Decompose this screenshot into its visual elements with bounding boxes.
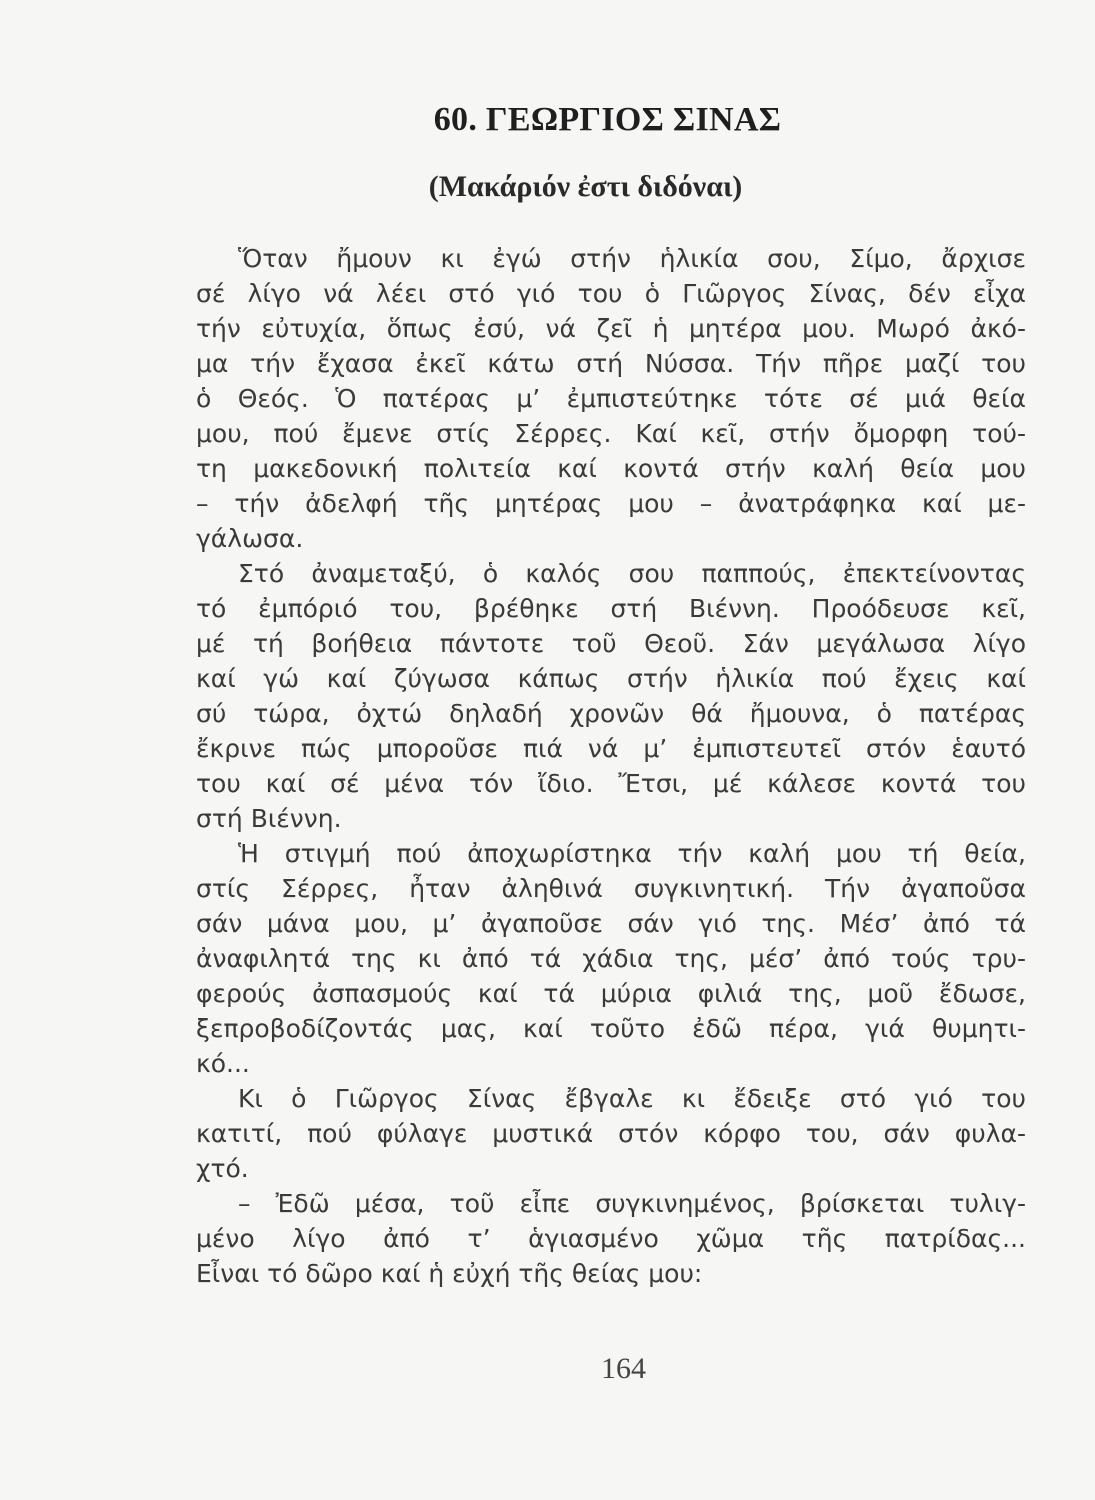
text-line: – τήν ἀδελφή τῆς μητέρας μου – ἀνατράφηκα καί με-: [196, 489, 1026, 518]
text-line: τη μακεδονική πολιτεία καί κοντά στήν καλή θεία μου: [196, 454, 1026, 483]
text-line: σέ λίγο νά λέει στό γιό του ὁ Γιῶργος Σίνας, δέν εἶχα: [196, 279, 1026, 308]
text-line: σάν μάνα μου, μ’ ἀγαποῦσε σάν γιό της. Μέσ’ ἀπό τά: [196, 909, 1026, 938]
text-line: του καί σέ μένα τόν ἴδιο. Ἔτσι, μέ κάλεσε κοντά του: [196, 769, 1026, 798]
text-line: στίς Σέρρες, ἦταν ἀληθινά συγκινητική. Τήν ἀγαποῦσα: [196, 874, 1026, 903]
text-line: μα τήν ἔχασα ἐκεῖ κάτω στή Νύσσα. Τήν πῆρε μαζί του: [196, 349, 1026, 378]
page-number: 164: [601, 1352, 646, 1385]
text-line: σύ τώρα, ὀχτώ δηλαδή χρονῶν θά ἤμουνα, ὁ πατέρας: [196, 699, 1026, 728]
chapter-title: 60. ΓΕΩΡΓΙΟΣ ΣΙΝΑΣ: [433, 101, 782, 138]
text-line: τό ἐμπόριό του, βρέθηκε στή Βιέννη. Προόδευσε κεῖ,: [196, 594, 1026, 623]
text-line: Εἶναι τό δῶρο καί ἡ εὐχή τῆς θείας μου:: [196, 1259, 703, 1288]
text-line: γάλωσα.: [196, 524, 304, 553]
text-line: χτό.: [196, 1154, 249, 1183]
text-line: ξεπροβοδίζοντάς μας, καί τοῦτο ἐδῶ πέρα, γιά θυμητι-: [196, 1014, 1026, 1043]
text-line: ὁ Θεός. Ὁ πατέρας μ’ ἐμπιστεύτηκε τότε σέ μιά θεία: [196, 384, 1026, 413]
text-line: καί γώ καί ζύγωσα κάπως στήν ἡλικία πού ἔχεις καί: [196, 664, 1026, 693]
text-line: κατιτί, πού φύλαγε μυστικά στόν κόρφο του, σάν φυλα-: [196, 1119, 1026, 1148]
text-line: μου, πού ἔμενε στίς Σέρρες. Καί κεῖ, στήν ὄμορφη τού-: [196, 419, 1026, 448]
text-line: στή Βιέννη.: [196, 804, 342, 833]
text-line: ἔκρινε πώς μποροῦσε πιά νά μ’ ἐμπιστευτεῖ στόν ἑαυτό: [196, 734, 1026, 763]
text-line: μένο λίγο ἀπό τ’ ἁγιασμένο χῶμα τῆς πατρίδας...: [196, 1224, 1026, 1253]
text-line: ἀναφιλητά της κι ἀπό τά χάδια της, μέσ’ ἀπό τούς τρυ-: [196, 944, 1026, 973]
body-text: [196, 241, 1026, 1291]
text-line: κό...: [196, 1049, 250, 1078]
text-line: φερούς ἀσπασμούς καί τά μύρια φιλιά της, μοῦ ἔδωσε,: [196, 979, 1026, 1008]
text-line: τήν εὐτυχία, ὅπως ἐσύ, νά ζεῖ ἡ μητέρα μου. Μωρό ἀκό-: [196, 314, 1026, 343]
text-line: – Ἐδῶ μέσα, τοῦ εἶπε συγκινημένος, βρίσκεται τυλιγ-: [238, 1189, 1026, 1218]
chapter-subtitle: (Μακάριόν ἐστι διδόναι): [428, 170, 743, 203]
text-line: Ἡ στιγμή πού ἀποχωρίστηκα τήν καλή μου τή θεία,: [238, 839, 1026, 868]
text-line: Ὅταν ἤμουν κι ἐγώ στήν ἡλικία σου, Σίμο, ἄρχισε: [238, 244, 1026, 273]
text-line: Στό ἀναμεταξύ, ὁ καλός σου παππούς, ἐπεκτείνοντας: [238, 559, 1026, 588]
text-line: μέ τή βοήθεια πάντοτε τοῦ Θεοῦ. Σάν μεγάλωσα λίγο: [196, 629, 1026, 658]
text-line: Κι ὁ Γιῶργος Σίνας ἔβγαλε κι ἔδειξε στό γιό του: [238, 1084, 1026, 1113]
